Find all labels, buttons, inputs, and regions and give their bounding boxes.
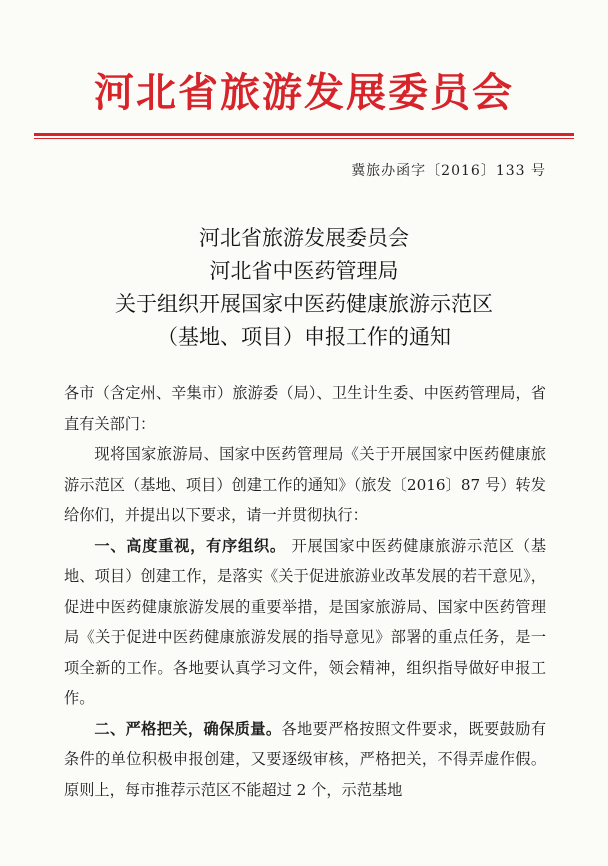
- heading-line: （基地、项目）申报工作的通知: [157, 325, 451, 349]
- letterhead-title: 河北省旅游发展委员会: [94, 70, 514, 116]
- heading-line: 关于组织开展国家中医药健康旅游示范区: [115, 292, 493, 316]
- document-number: 冀旅办函字〔2016〕133 号: [351, 163, 546, 179]
- letterhead-rule-thick: [34, 133, 574, 136]
- section-1-heading: 一、高度重视，有序组织。: [94, 536, 286, 555]
- section-1-paragraph: [64, 531, 546, 714]
- intro-paragraph: 现将国家旅游局、国家中医药管理局《关于开展国家中医药健康旅游示范区（基地、项目）创建工作的通知》（旅发〔2016〕87 号）转发给你们，并提出以下要求，请一并贯彻执行：: [64, 445, 546, 524]
- heading-line: 河北省旅游发展委员会: [199, 226, 409, 250]
- document-body: [64, 378, 546, 805]
- letterhead-rule-thin: [34, 138, 574, 139]
- addressee: 各市（含定州、辛集市）旅游委（局）、卫生计生委、中医药管理局，省直有关部门：: [64, 384, 546, 433]
- section-2-heading: 二、严格把关，确保质量。: [94, 719, 282, 738]
- document-heading: [40, 222, 568, 354]
- section-2-text: 各地要严格按照文件要求，既要鼓励有条件的单位积极申报创建，又要逐级审核，严格把关，不得弄虚作假。原则上，每市推荐示范区不能超过 2 个，示范基地: [64, 719, 547, 799]
- section-1-text: 开展国家中医药健康旅游示范区（基地、项目）创建工作，是落实《关于促进旅游业改革发展的若干意见》，促进中医药健康旅游发展的重要举措，是国家旅游局、国家中医药管理局《关于促进中医药健康旅游发展的指导意见》部署的重点任务，是一项全新的工作。各地要认真学习文件，领会精神，组织指导做好申报工作。: [64, 536, 547, 707]
- section-2-paragraph: [64, 714, 546, 806]
- heading-line: 河北省中医药管理局: [209, 259, 399, 283]
